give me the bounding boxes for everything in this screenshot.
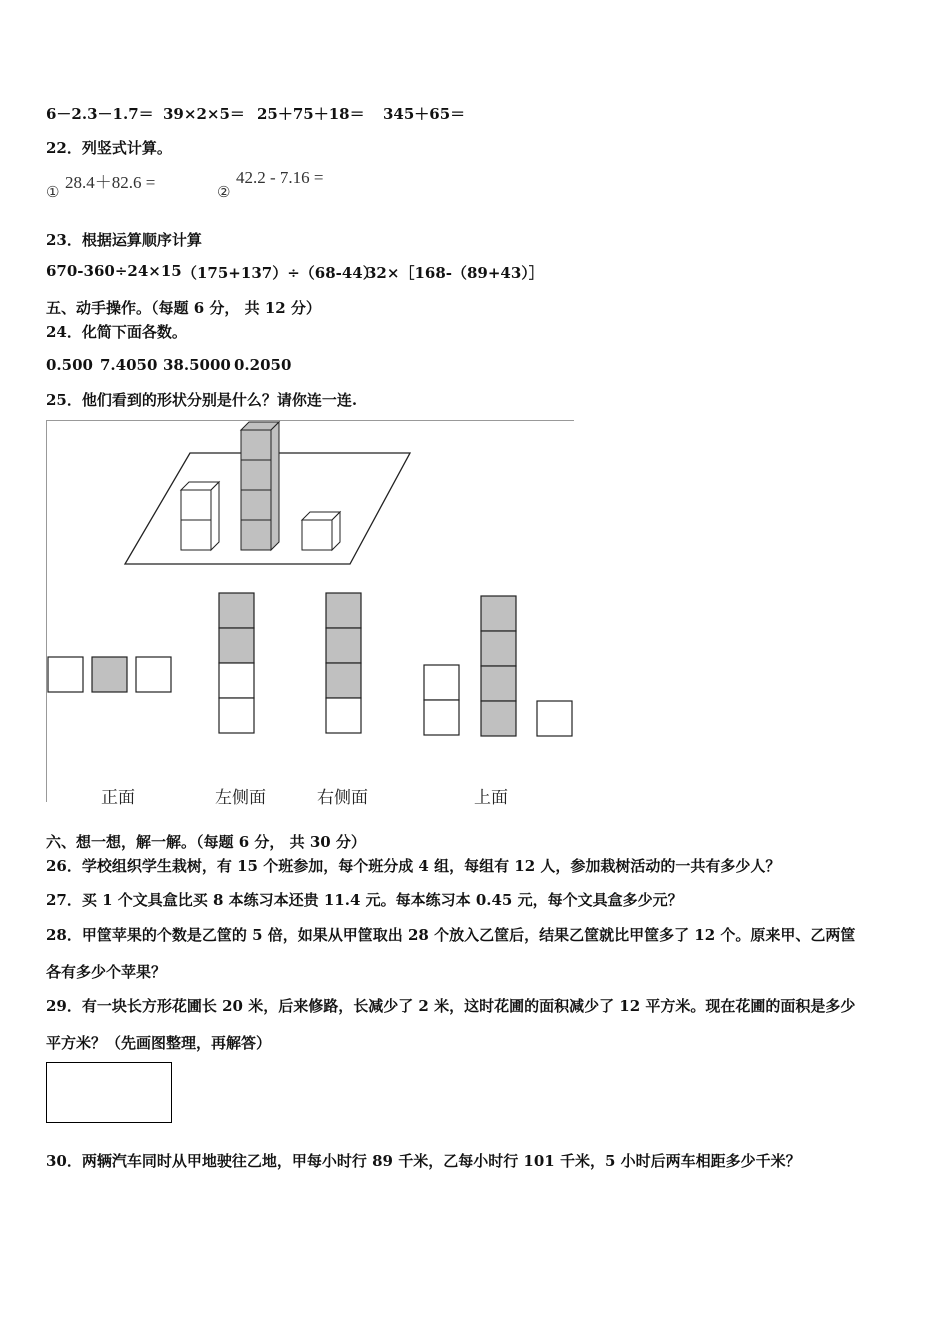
q28-text-line-1: 28．甲筐苹果的个数是乙筐的 5 倍，如果从甲筐取出 28 个放入乙筐后，结果乙筐就比甲筐多了 12 个。原来甲、乙两筐: [46, 926, 856, 944]
calc-item-4: 345＋65＝: [383, 105, 466, 123]
view-left-side-shape: [219, 593, 254, 733]
q29-drawing-box: [46, 1062, 172, 1123]
q27-text: 27．买 1 个文具盒比买 8 本练习本还贵 11.4 元。每本练习本 0.45 元，每个文具盒多少元？: [46, 891, 683, 909]
calc-item-2: 39×2×5＝: [163, 105, 245, 123]
view-front-shape: [48, 657, 171, 692]
calc-item-3: 25＋75＋18＝: [257, 105, 365, 123]
q25-title: 25．他们看到的形状分别是什么？请你连一连.: [46, 391, 358, 409]
q22-expr-1: 28.4＋82.6 =: [65, 173, 156, 192]
label-left-side: 左侧面: [215, 788, 266, 808]
q23-item-2: （175+137）÷（68-44）: [182, 264, 378, 282]
q24-title: 24．化简下面各数。: [46, 323, 187, 341]
view-right-side-shape: [326, 593, 361, 733]
q22-marker-2: ②: [217, 183, 231, 201]
q23-item-1: 670-360÷24×15: [46, 262, 182, 280]
cube-single-right: [302, 512, 340, 550]
view-top-shape: [424, 596, 572, 736]
q24-number-2: 7.4050: [100, 356, 158, 374]
q24-number-4: 0.2050: [234, 356, 292, 374]
calc-item-1: 6－2.3－1.7＝: [46, 105, 154, 123]
q24-number-3: 38.5000: [163, 356, 231, 374]
label-front: 正面: [101, 788, 135, 808]
section-5-heading: 五、动手操作。（每题 6 分， 共 12 分）: [46, 299, 321, 317]
q24-number-1: 0.500: [46, 356, 93, 374]
q22-marker-1: ①: [46, 183, 60, 201]
cube-views-diagram: [46, 420, 576, 805]
q23-title: 23．根据运算顺序计算: [46, 231, 202, 249]
label-top: 上面: [474, 788, 508, 808]
q22-expr-2: 42.2 - 7.16 =: [236, 168, 324, 187]
q26-text: 26．学校组织学生栽树，有 15 个班参加，每个班分成 4 组，每组有 12 人，参加栽树活动的一共有多少人？: [46, 857, 781, 875]
q29-text-line-2: 平方米？（先画图整理，再解答）: [46, 1034, 272, 1052]
q22-title: 22．列竖式计算。: [46, 139, 172, 157]
q29-text-line-1: 29．有一块长方形花圃长 20 米，后来修路，长减少了 2 米，这时花圃的面积减少了 12 平方米。现在花圃的面积是多少: [46, 997, 856, 1015]
q23-item-3: 32×［168-（89+43）］: [366, 264, 544, 282]
q28-text-line-2: 各有多少个苹果？: [46, 963, 167, 981]
label-right-side: 右侧面: [317, 788, 368, 808]
section-6-heading: 六、想一想，解一解。（每题 6 分， 共 30 分）: [46, 833, 366, 851]
cube-stack-left: [181, 482, 219, 550]
cube-stack-middle: [241, 422, 279, 550]
q30-text: 30．两辆汽车同时从甲地驶往乙地，甲每小时行 89 千米，乙每小时行 101 千米，5 小时后两车相距多少千米？: [46, 1152, 801, 1170]
q25-figure: [46, 420, 576, 808]
